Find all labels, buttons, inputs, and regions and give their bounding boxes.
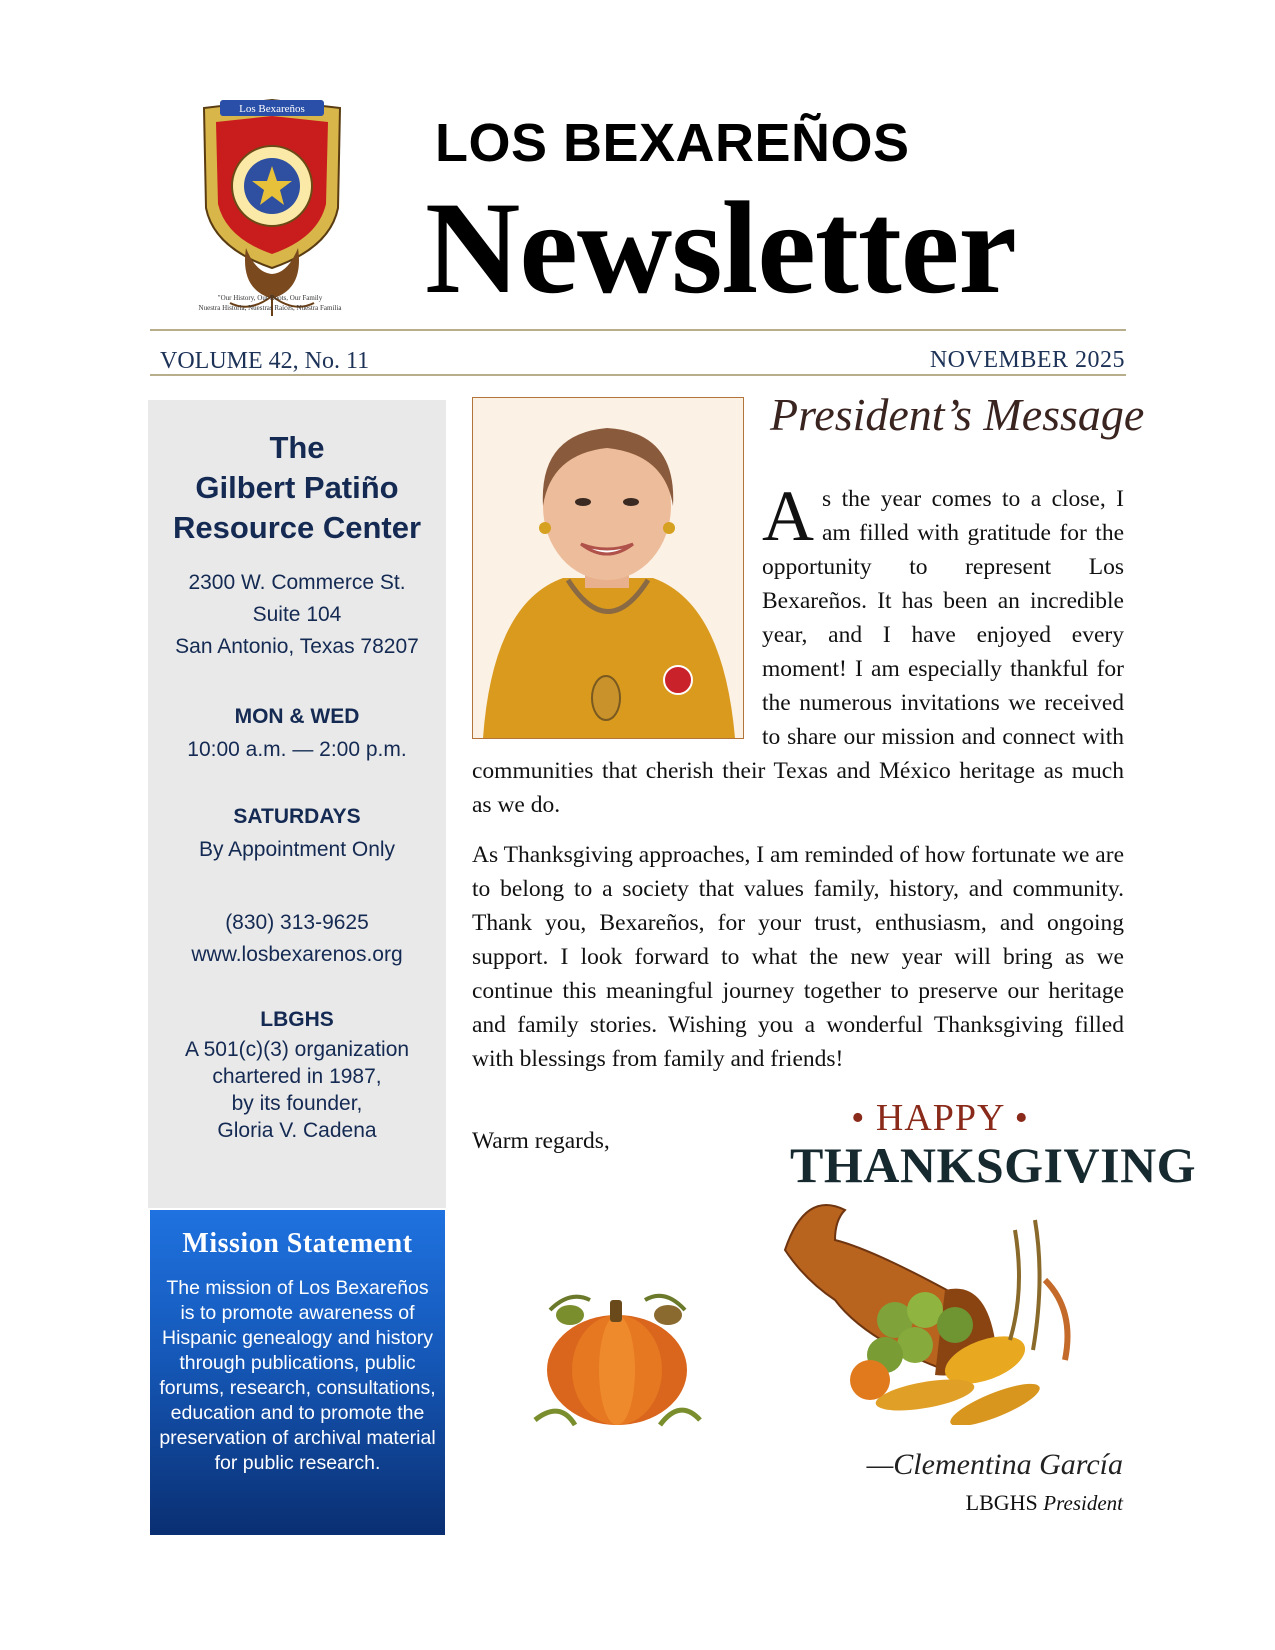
signer-org: LBGHS <box>965 1490 1038 1515</box>
happy-greeting: • HAPPY • <box>851 1097 1029 1139</box>
closing-salutation: Warm regards, <box>472 1128 610 1154</box>
org-description-line: Gloria V. Cadena <box>217 1119 377 1142</box>
logo-motto-spanish: Nuestra Historia, Nuestras Raíces, Nuestra Familia <box>198 304 342 312</box>
masthead-title: Newsletter <box>425 174 1016 321</box>
volume-number: VOLUME 42, No. 11 <box>160 348 370 374</box>
address-line: San Antonio, Texas 78207 <box>175 635 419 658</box>
org-label: LBGHS <box>260 1008 334 1031</box>
resource-center-title-line: The <box>269 430 325 465</box>
org-description-line: A 501(c)(3) organization <box>184 1038 410 1061</box>
resource-center-title-line: Gilbert Patiño <box>195 470 399 505</box>
thanksgiving-greeting: THANKSGIVING <box>790 1137 1197 1193</box>
address-line: Suite 104 <box>252 603 342 626</box>
pumpkin-illustration <box>530 1270 705 1440</box>
cornucopia-illustration <box>775 1190 1095 1425</box>
logo-motto-english: "Our History, Our Roots, Our Family <box>217 294 323 302</box>
message-paragraph-1 <box>472 476 1124 822</box>
logo-motto <box>170 293 370 313</box>
photo-wrap-spacer <box>472 482 762 744</box>
phone-number: (830) 313-9625 <box>225 911 369 934</box>
resource-center-title-line: Resource Center <box>172 510 422 545</box>
svg-text:Los Bexareños: Los Bexareños <box>239 103 305 115</box>
resource-center-address <box>148 567 446 663</box>
mission-statement-title: Mission Statement <box>182 1228 413 1259</box>
mission-statement-box <box>150 1210 445 1535</box>
message-paragraph-2: As Thanksgiving approaches, I am reminded of how fortunate we are to belong to a society that values family, history, and community. Thank you, Bexareños, for your trust, enthusiasm, and ongoing support. I look forward to what the new year will bring as we continue this meaningful journey together to preserve our heritage and family stories. Wishing you a wonderful Thanksgiving filled with blessings from family and friends! <box>472 842 1124 1072</box>
website-link[interactable]: www.losbexarenos.org <box>191 943 403 966</box>
drop-cap: A <box>762 476 814 556</box>
masthead-org-name: LOS BEXAREÑOS <box>435 113 910 173</box>
presidents-message-title: President’s Message <box>770 389 1145 440</box>
society-crest-logo <box>180 98 365 318</box>
mission-statement-text: The mission of Los Bexareños is to promote awareness of Hispanic genealogy and history through publications, public forums, research, consultations, education and to promote the preservation of archival material for public research. <box>159 1277 436 1474</box>
hours-weekday-value: 10:00 a.m. — 2:00 p.m. <box>187 738 407 761</box>
contact-info <box>148 907 446 971</box>
header-rule-bottom <box>150 374 1126 376</box>
message-paragraph-1-text: s the year comes to a close, I am filled with gratitude for the opportunity to represent Los Bexareños. It has been an incredible year, and I have enjoyed every moment! I am especially thankful for the numerous invitations we received to share our mission and connect with communities that cherish their Texas and México heritage as much as we do. <box>472 486 1124 818</box>
message-paragraph-1-container <box>472 476 1124 822</box>
org-description <box>148 1036 446 1144</box>
resource-center-title <box>148 428 446 548</box>
signer-title: President <box>1043 1491 1123 1515</box>
address-line: 2300 W. Commerce St. <box>188 571 406 594</box>
header-rule-top <box>150 329 1126 331</box>
org-description-line: chartered in 1987, <box>212 1065 382 1088</box>
resource-center-sidebar <box>148 400 446 1208</box>
org-description-line: by its founder, <box>231 1092 363 1115</box>
hours-saturday-value: By Appointment Only <box>198 838 396 861</box>
hours-weekday-label: MON & WED <box>234 705 360 728</box>
president-signature: —Clementina García <box>866 1448 1123 1481</box>
hours-saturday-label: SATURDAYS <box>233 805 361 828</box>
issue-date: NOVEMBER 2025 <box>929 347 1125 373</box>
signer-role <box>966 1490 1123 1516</box>
